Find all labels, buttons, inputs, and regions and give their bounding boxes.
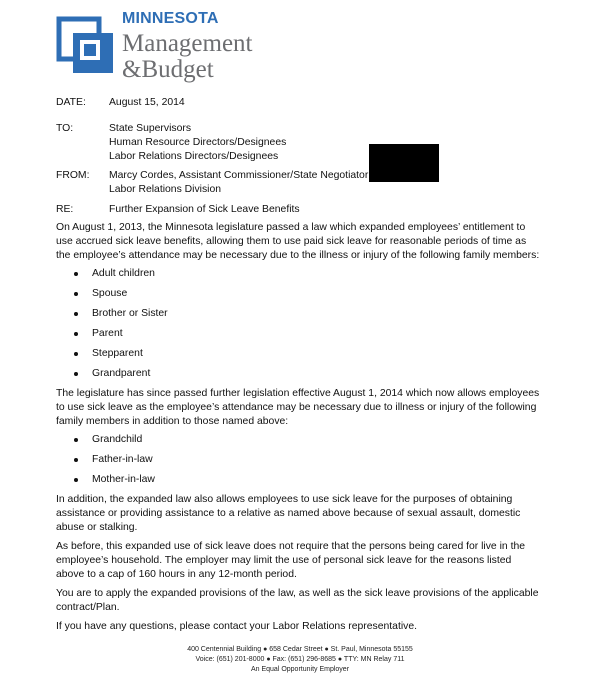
paragraph-text: You are to apply the expanded provisions of the law, as well as the sick leave provisions of the applicable contract/Plan. [56,588,539,613]
bullet-icon [74,272,78,276]
logo-text-budget: &Budget [122,56,214,83]
bullet-icon [74,478,78,482]
list-item [56,307,168,327]
body-paragraph-6 [56,620,542,634]
family-list-added [56,433,155,493]
list-item-text: Spouse [92,288,128,299]
list-item [56,433,155,453]
to-value-1: State Supervisors [109,123,192,134]
bullet-icon [74,372,78,376]
list-item-text: Father-in-law [92,454,153,465]
date-value: August 15, 2014 [109,97,185,108]
bullet-icon [74,438,78,442]
from-value-2: Labor Relations Division [109,184,222,195]
list-item-text: Parent [92,328,123,339]
body-paragraph-1 [56,221,542,263]
body-paragraph-5 [56,587,542,615]
date-label: DATE: [56,97,86,108]
re-label: RE: [56,204,74,215]
body-paragraph-3 [56,493,542,535]
list-item [56,367,168,387]
body-paragraph-4 [56,540,542,582]
list-item [56,267,168,287]
to-value-3: Labor Relations Directors/Designees [109,151,279,162]
bullet-icon [74,312,78,316]
list-item [56,453,155,473]
footer-address: 400 Centennial Building ● 658 Cedar Street ● St. Paul, Minnesota 55155 [187,646,413,653]
logo-text-minnesota: MINNESOTA [122,10,219,27]
paragraph-text: If you have any questions, please contact your Labor Relations representative. [56,621,418,632]
list-item [56,347,168,367]
list-item-text: Brother or Sister [92,308,168,319]
footer-eoe: An Equal Opportunity Employer [250,666,350,673]
bullet-icon [74,292,78,296]
paragraph-text: The legislature has since passed further legislation effective August 1, 2014 which now allows employees to use sick leave as the employee’s attendance may be necessary due to illness or injury of the following family members in addition to those named above: [56,388,540,427]
mmb-logo [56,8,256,84]
list-item-text: Grandchild [92,434,143,445]
re-value: Further Expansion of Sick Leave Benefits [109,204,300,215]
list-item-text: Mother-in-law [92,474,155,485]
list-item [56,287,168,307]
family-list-original [56,267,168,387]
list-item-text: Stepparent [92,348,143,359]
bullet-icon [74,458,78,462]
redaction-block [369,144,439,182]
paragraph-text: As before, this expanded use of sick leave does not require that the persons being cared for live in the employee’s household. The employer may limit the use of personal sick leave for the reasons listed above to a cap of 160 hours in any 12-month period. [56,541,526,580]
list-item-text: Adult children [92,268,155,279]
bullet-icon [74,352,78,356]
to-value-2: Human Resource Directors/Designees [109,137,287,148]
from-value-1: Marcy Cordes, Assistant Commissioner/State Negotiator [109,170,369,181]
body-paragraph-2 [56,387,542,429]
logo-text-management: Management [122,30,253,57]
paragraph-text: In addition, the expanded law also allows employees to use sick leave for the purposes of obtaining assistance or providing assistance to a relative as named above because of sexual assault, domestic abuse or stalking. [56,494,521,533]
from-label: FROM: [56,170,90,181]
logo-squares-icon [56,16,122,82]
list-item [56,327,168,347]
list-item [56,473,155,493]
paragraph-text: On August 1, 2013, the Minnesota legislature passed a law which expanded employees’ entitlement to use accrued sick leave benefits, allowing them to use paid sick leave for reasonable periods of time as the employee’s attendance may be necessary due to the illness or injury of the following family members: [56,222,540,261]
list-item-text: Grandparent [92,368,151,379]
footer-contact: Voice: (651) 201-8000 ● Fax: (651) 296-8685 ● TTY: MN Relay 711 [195,656,405,663]
bullet-icon [74,332,78,336]
to-label: TO: [56,123,74,134]
